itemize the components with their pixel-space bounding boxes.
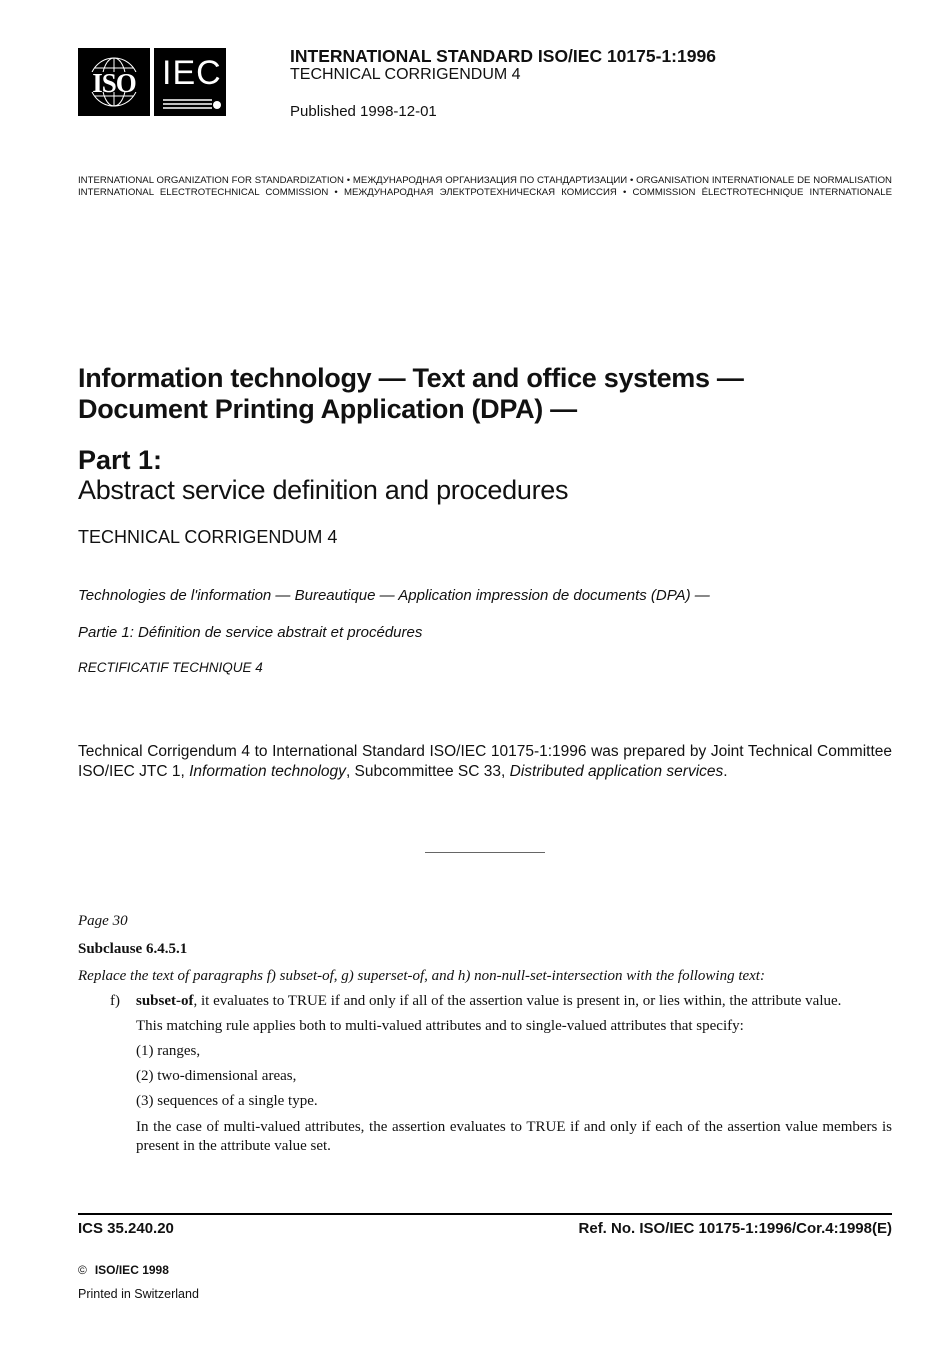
replacement-instruction: Replace the text of paragraphs f) subset-of, g) superset-of, and h) non-null-set-intersection with the following text: — [78, 968, 765, 984]
list-item-text: , it evaluates to TRUE if and only if all of the assertion value is present in, or lies within, the attribute value. — [193, 993, 842, 1009]
french-part-title: Partie 1: Définition de service abstrait et procédures — [78, 624, 423, 641]
printed-in: Printed in Switzerland — [78, 1287, 199, 1301]
french-rectificatif: RECTIFICATIF TECHNIQUE 4 — [78, 660, 263, 675]
standard-title: INTERNATIONAL STANDARD ISO/IEC 10175-1:1996 — [290, 46, 716, 66]
iec-lines-icon — [154, 48, 226, 116]
page-reference: Page 30 — [78, 913, 128, 929]
paragraph-ranges: (1) ranges, — [136, 1043, 201, 1059]
paragraph-sequences: (3) sequences of a single type. — [136, 1093, 318, 1109]
preparation-paragraph — [78, 742, 892, 781]
iso-logo-text: ISO — [92, 68, 136, 98]
paragraph-multi-valued: In the case of multi-valued attributes, the assertion evaluates to TRUE if and only if each of the assertion value members is present in the attribute value set. — [136, 1119, 892, 1154]
list-item-subset-of — [136, 993, 841, 1010]
paragraph-areas: (2) two-dimensional areas, — [136, 1068, 297, 1084]
organization-line-iso: INTERNATIONAL ORGANIZATION FOR STANDARDIZATION • МЕЖДУНАРОДНАЯ ОРГАНИЗАЦИЯ ПО СТАНДАРТИЗАЦИИ • ORGANISATION INTERNATIONALE DE NORMALISATION — [78, 175, 892, 186]
corrigendum-label: TECHNICAL CORRIGENDUM 4 — [78, 527, 338, 547]
iec-logo — [154, 48, 226, 116]
reference-number: Ref. No. ISO/IEC 10175-1:1996/Cor.4:1998(E) — [578, 1220, 892, 1237]
copyright — [78, 1263, 169, 1277]
subclause-heading: Subclause 6.4.5.1 — [78, 941, 188, 957]
preparation-text: , Subcommittee SC 33, — [345, 762, 510, 780]
copyright-icon: © — [78, 1263, 87, 1277]
document-title — [78, 363, 744, 425]
iec-logo-text: IEC — [162, 54, 222, 92]
part-label: Part 1: — [78, 445, 163, 475]
footer-rule — [78, 1213, 892, 1215]
section-divider — [425, 852, 545, 853]
preparation-subcommittee-name: Distributed application services — [509, 762, 724, 780]
document-title-line1: Information technology — Text and office systems — — [78, 363, 744, 393]
term-subset-of: subset-of — [136, 993, 194, 1009]
preparation-text: Technical Corrigendum 4 to International Standard ISO/IEC 10175-1:1996 was prepared by Joint Technical Committee ISO/IEC JTC 1, — [78, 743, 892, 780]
document-title-line2: Document Printing Application (DPA) — — [78, 394, 577, 424]
part-title: Abstract service definition and procedures — [78, 475, 569, 505]
standard-subtitle: TECHNICAL CORRIGENDUM 4 — [290, 66, 521, 83]
paragraph-matching-rule: This matching rule applies both to multi-valued attributes and to single-valued attributes that specify: — [136, 1018, 744, 1034]
organization-line-iec: INTERNATIONAL ELECTROTECHNICAL COMMISSION • МЕЖДУНАРОДНАЯ ЭЛЕКТРОТЕХНИЧЕСКАЯ КОМИССИЯ • COMMISSION ÉLECTROTECHNIQUE INTERNATIONALE — [78, 187, 892, 198]
ics-code: ICS 35.240.20 — [78, 1220, 174, 1237]
published-date: Published 1998-12-01 — [290, 103, 437, 120]
copyright-holder: ISO/IEC 1998 — [94, 1263, 169, 1277]
list-item-marker: f) — [110, 993, 120, 1009]
preparation-text: . — [723, 762, 728, 780]
preparation-committee-name: Information technology — [189, 762, 346, 780]
iso-logo — [78, 48, 150, 116]
french-title: Technologies de l'information — Bureautique — Application impression de documents (DPA) — — [78, 587, 710, 604]
